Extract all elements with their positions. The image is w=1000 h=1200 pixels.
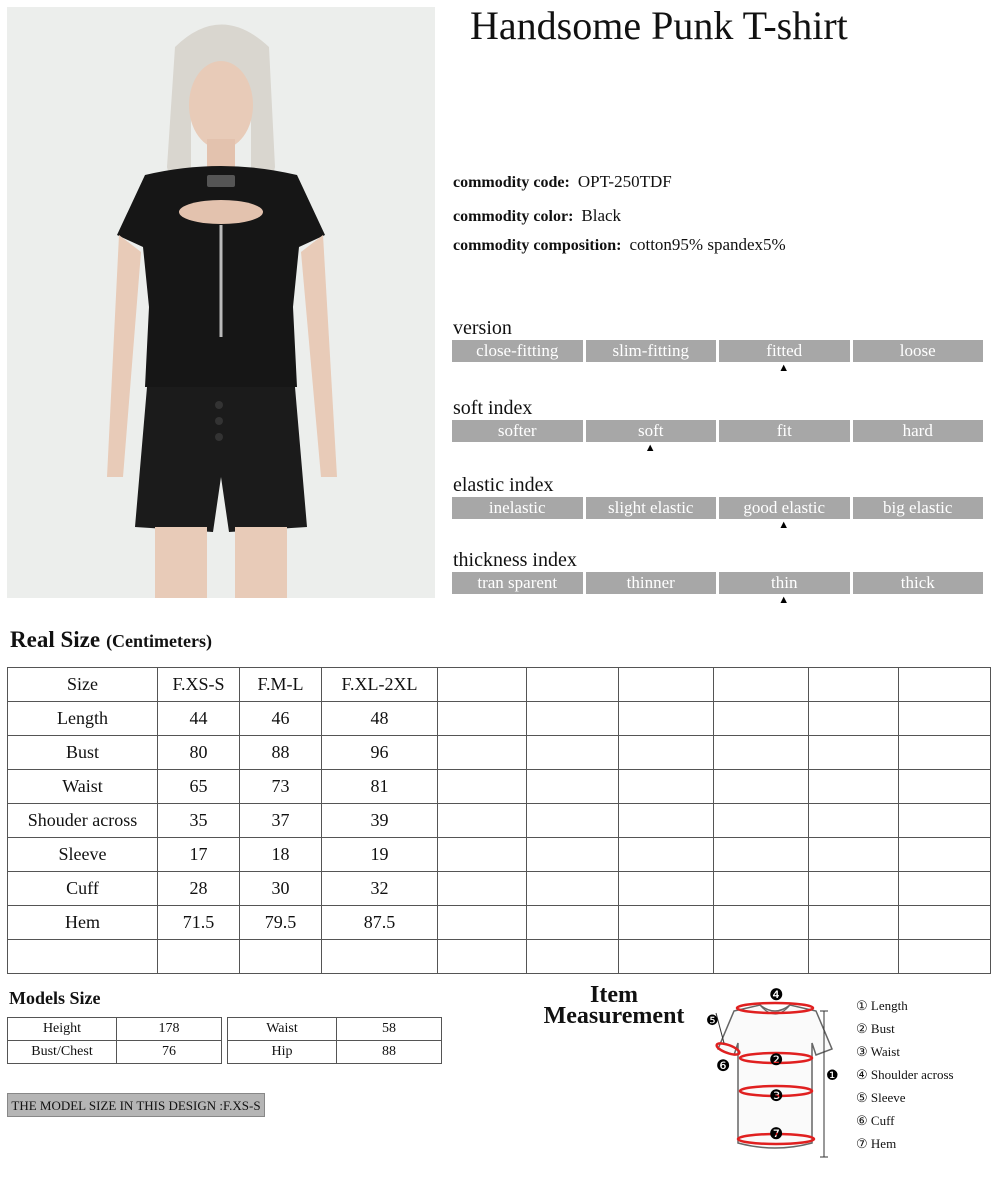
table-cell: 28: [158, 872, 240, 906]
table-row: [8, 872, 991, 906]
table-row: [8, 906, 991, 940]
legend-item: ② Bust: [856, 1021, 895, 1036]
table-cell: 46: [240, 702, 322, 736]
table-row: [8, 702, 991, 736]
table-cell: 71.5: [158, 906, 240, 940]
index-label: version: [453, 317, 512, 339]
models-table-right: [227, 1017, 442, 1064]
commodity-code: commodity code: OPT-250TDF: [453, 172, 672, 191]
measurement-legend: [856, 994, 954, 1155]
index-option: fitted: [719, 340, 850, 362]
index-label: elastic index: [453, 474, 554, 496]
table-cell: Length: [8, 702, 158, 736]
index-option: good elastic: [719, 497, 850, 519]
marker-shoulder: ❹: [769, 985, 784, 1004]
item-measurement-title: Item Measurement: [543, 982, 685, 1029]
index-option: close-fitting: [452, 340, 583, 362]
index-option: thinner: [586, 572, 717, 594]
real-size-heading: Real Size (Centimeters): [10, 627, 213, 652]
index-option: tran sparent: [452, 572, 583, 594]
table-cell: 81: [322, 770, 438, 804]
index-bar: [452, 420, 983, 442]
index-option: thin: [719, 572, 850, 594]
table-cell: 30: [240, 872, 322, 906]
index-label: soft index: [453, 397, 533, 419]
table-cell: 35: [158, 804, 240, 838]
commodity-composition: commodity composition: cotton95% spandex5%: [453, 235, 786, 254]
index-option: inelastic: [452, 497, 583, 519]
index-option: thick: [853, 572, 984, 594]
model-size-note: THE MODEL SIZE IN THIS DESIGN :F.XS-S: [7, 1093, 265, 1117]
table-row: Hip 88: [228, 1041, 442, 1064]
table-cell: 39: [322, 804, 438, 838]
index-option: loose: [853, 340, 984, 362]
table-row: [8, 838, 991, 872]
table-cell: 87.5: [322, 906, 438, 940]
table-cell: 88: [240, 736, 322, 770]
marker-waist: ❸: [769, 1086, 784, 1105]
marker-sleeve: ❺: [706, 1013, 719, 1029]
table-row: [8, 770, 991, 804]
table-cell: F.M-L: [240, 668, 322, 702]
table-row: Bust/Chest 76: [8, 1041, 222, 1064]
legend-item: ③ Waist: [856, 1044, 900, 1059]
commodity-color: commodity color: Black: [453, 206, 622, 225]
legend-item: ⑦ Hem: [856, 1136, 897, 1151]
table-row: [8, 668, 991, 702]
index-option: big elastic: [853, 497, 984, 519]
legend-item: ⑥ Cuff: [856, 1113, 895, 1128]
index-bar: [452, 340, 983, 362]
measurement-diagram: [700, 983, 850, 1168]
table-cell: 17: [158, 838, 240, 872]
table-cell: Waist: [8, 770, 158, 804]
index-selected-marker: ▲: [778, 519, 790, 531]
index-option: slim-fitting: [586, 340, 717, 362]
marker-length: ❶: [826, 1068, 839, 1084]
index-selected-marker: ▲: [778, 594, 790, 606]
table-cell: 65: [158, 770, 240, 804]
table-cell: 18: [240, 838, 322, 872]
index-selected-marker: ▲: [778, 362, 790, 374]
table-row: [8, 736, 991, 770]
table-cell: 73: [240, 770, 322, 804]
table-cell: Shouder across: [8, 804, 158, 838]
legend-item: ④ Shoulder across: [856, 1067, 954, 1082]
table-cell: Hem: [8, 906, 158, 940]
index-bar: [452, 497, 983, 519]
index-option: softer: [452, 420, 583, 442]
legend-item: ⑤ Sleeve: [856, 1090, 906, 1105]
table-row: Height 178: [8, 1018, 222, 1041]
table-row: Waist 58: [228, 1018, 442, 1041]
table-cell: Cuff: [8, 872, 158, 906]
marker-bust: ❷: [769, 1050, 784, 1069]
table-cell: 19: [322, 838, 438, 872]
marker-hem: ❼: [769, 1124, 784, 1143]
table-cell: 48: [322, 702, 438, 736]
table-cell: Size: [8, 668, 158, 702]
table-cell: 80: [158, 736, 240, 770]
index-option: slight elastic: [586, 497, 717, 519]
table-row: [8, 804, 991, 838]
table-cell: Sleeve: [8, 838, 158, 872]
models-size-title: Models Size: [9, 988, 101, 1008]
table-cell: 44: [158, 702, 240, 736]
product-photo: [7, 7, 435, 598]
index-option: soft: [586, 420, 717, 442]
table-row: [8, 940, 991, 974]
table-cell: F.XS-S: [158, 668, 240, 702]
models-table-left: [7, 1017, 222, 1064]
legend-item: ① Length: [856, 998, 908, 1013]
marker-cuff: ❻: [716, 1056, 731, 1075]
size-table: [7, 667, 991, 974]
table-cell: 32: [322, 872, 438, 906]
product-title: Handsome Punk T-shirt: [470, 3, 848, 48]
table-cell: F.XL-2XL: [322, 668, 438, 702]
index-option: hard: [853, 420, 984, 442]
table-cell: Bust: [8, 736, 158, 770]
index-label: thickness index: [453, 549, 577, 571]
index-option: fit: [719, 420, 850, 442]
table-cell: 96: [322, 736, 438, 770]
index-bar: [452, 572, 983, 594]
table-cell: 79.5: [240, 906, 322, 940]
index-selected-marker: ▲: [644, 442, 656, 454]
table-cell: 37: [240, 804, 322, 838]
